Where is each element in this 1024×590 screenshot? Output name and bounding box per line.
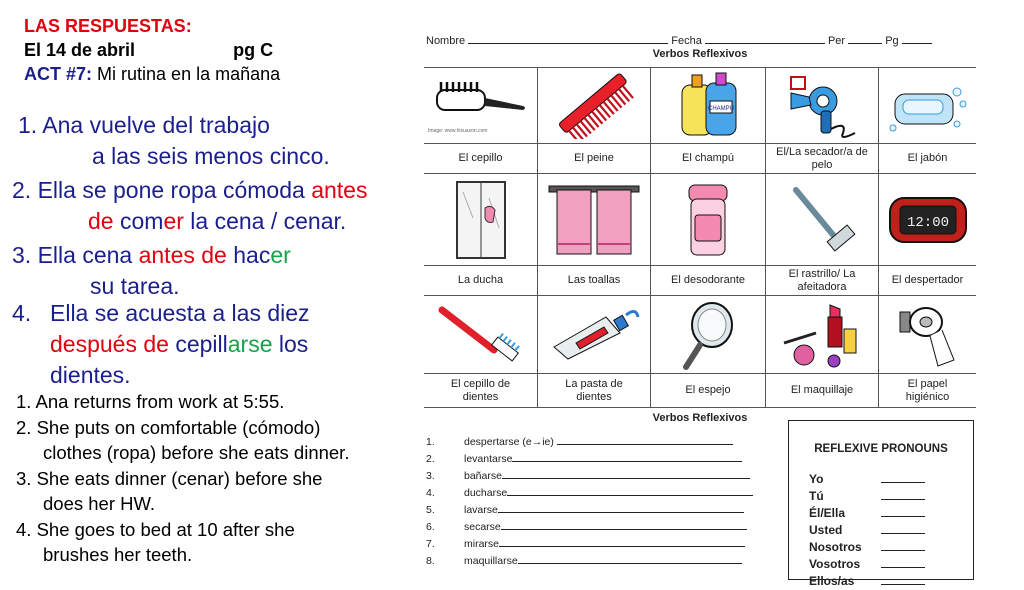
toothpaste-icon (546, 303, 642, 367)
caption-9: El rastrillo/ La afeitadora (788, 267, 856, 293)
verb-item (426, 434, 733, 448)
answer-2-line-1 (12, 175, 367, 206)
answer-2-text-a: 2. Ella se pone ropa cómoda (12, 177, 312, 203)
answer-4-los: los (272, 331, 309, 357)
razor-picture (766, 174, 878, 265)
verb-item (426, 468, 750, 482)
activity-label: ACT #7: (24, 64, 93, 84)
answer-2-line-2 (12, 206, 367, 237)
towels-picture (538, 174, 650, 265)
verbs-title: Verbos Reflexivos (652, 412, 748, 424)
hairdryer-icon (777, 71, 867, 141)
caption-2: El peine (574, 152, 614, 164)
worksheet (424, 0, 976, 588)
toothbrush-picture (424, 296, 537, 373)
caption-6: La ducha (457, 274, 504, 286)
english-2-line-1: 2. She puts on comfortable (cómodo) (16, 416, 321, 438)
verb-item (426, 519, 747, 533)
caption-3: El champú (682, 152, 734, 164)
pronoun-row (809, 471, 925, 488)
pronoun: Él/Ella (809, 506, 846, 520)
caption-1: El cepillo (458, 152, 503, 164)
answer-2-rest: la cena / cenar. (183, 208, 347, 234)
worksheet-name-line (426, 33, 932, 47)
answer-4-cepill: cepill (168, 331, 228, 357)
verb-item (426, 536, 745, 550)
caption-13: El espejo (685, 384, 731, 396)
activity-title: Mi rutina en la mañana (97, 64, 281, 84)
per-label: Per (827, 35, 846, 47)
shower-picture (424, 174, 537, 265)
answer-2-de: de (88, 208, 114, 234)
deodorant-icon (683, 181, 733, 259)
pronoun-row (809, 556, 925, 573)
answer-2-antes: antes (311, 177, 368, 203)
image-credit: Image: www.hisuaxon.com (428, 128, 488, 134)
answer-2-com: com (113, 208, 164, 234)
english-1: 1. Ana returns from work at 5:55. (16, 391, 285, 412)
verb-item (426, 485, 753, 499)
verb-number: 2. (426, 453, 435, 465)
makeup-picture (766, 296, 878, 373)
answer-1-line-1: 1. Ana vuelve del trabajo (18, 112, 270, 138)
answers-title: LAS RESPUESTAS: (24, 16, 192, 36)
answer-4-line-1 (12, 298, 310, 329)
header-block (24, 14, 280, 86)
makeup-icon (774, 299, 870, 371)
shampoo-picture (651, 68, 765, 143)
pronoun-row (809, 505, 925, 522)
caption-4: El/La secador/a de pelo (776, 145, 868, 171)
caption-15: El papel higiénico (905, 377, 950, 403)
verb-item (426, 502, 744, 516)
pronoun: Ellos/as (809, 574, 855, 588)
caption-10: El despertador (891, 274, 964, 286)
shampoo-icon (668, 71, 748, 141)
verb-text: levantarse (464, 453, 513, 465)
english-translations (16, 389, 349, 568)
answer-3-line-2: su tarea. (90, 273, 180, 299)
razor-icon (782, 180, 862, 260)
verb-number: 1. (426, 436, 435, 448)
caption-14: El maquillaje (790, 384, 854, 396)
english-3-line-1: 3. She eats dinner (cenar) before she (16, 467, 323, 489)
verb-text: mirarse (464, 538, 500, 550)
answer-4-line-3: dientes. (50, 362, 131, 388)
answer-3-antes-de: antes de (138, 242, 227, 268)
answer-4-number: 4. (12, 300, 32, 326)
answer-4-text: Ella se acuesta a las diez (50, 300, 310, 326)
towels-icon (545, 180, 643, 260)
verb-text: despertarse (e→ie) (464, 436, 554, 448)
pronoun: Usted (809, 523, 843, 537)
answer-3-text-a: 3. Ella cena (12, 242, 139, 268)
verb-text: lavarse (464, 504, 498, 516)
caption-11: El cepillo de dientes (450, 377, 511, 403)
verb-text: maquillarse (464, 555, 518, 567)
verb-text: secarse (464, 521, 501, 533)
answer-1 (18, 110, 330, 172)
comb-icon (549, 73, 639, 139)
english-2-line-2: clothes (ropa) before she eats dinner. (43, 442, 350, 463)
toothpaste-picture (538, 296, 650, 373)
caption-8: El desodorante (671, 274, 745, 286)
answer-1-line-2: a las seis menos cinco. (92, 143, 330, 169)
pronoun-row (809, 522, 925, 539)
page-ref: pg C (233, 40, 274, 60)
caption-5: El jabón (907, 152, 948, 164)
answer-2 (12, 175, 367, 237)
caption-12: La pasta de dientes (565, 377, 623, 403)
verb-number: 7. (426, 538, 435, 550)
pronoun-row (809, 539, 925, 556)
answer-3 (12, 240, 291, 302)
verb-item (426, 553, 742, 567)
english-4-line-1: 4. She goes to bed at 10 after she (16, 518, 295, 540)
pronoun: Yo (809, 472, 824, 486)
pronoun-row (809, 488, 925, 505)
deodorant-picture (651, 174, 765, 265)
date-text: El 14 de abril (24, 40, 136, 60)
hairdryer-picture (766, 68, 878, 143)
pronouns-title: REFLEXIVE PRONOUNS (814, 443, 948, 455)
answer-3-line-1 (12, 240, 291, 271)
answer-3-hac: hac (226, 242, 271, 268)
hairbrush-icon (431, 76, 531, 136)
verb-number: 4. (426, 487, 435, 499)
nombre-label: Nombre (426, 35, 466, 47)
pg-label: Pg (885, 35, 899, 47)
verb-number: 8. (426, 555, 435, 567)
verb-number: 3. (426, 470, 435, 482)
verb-text: ducharse (464, 487, 508, 499)
shower-icon (451, 178, 511, 262)
pronoun: Vosotros (809, 557, 861, 571)
answer-4-despues-de: después de (50, 331, 169, 357)
clock-time: 12:00 (906, 214, 949, 231)
activity-line (24, 62, 280, 86)
soap-icon (885, 76, 971, 136)
verb-number: 6. (426, 521, 435, 533)
answer-2-er: er (163, 208, 184, 234)
answer-3-er: er (270, 242, 291, 268)
english-4-line-2: brushes her teeth. (43, 544, 193, 565)
pronoun: Tú (809, 489, 824, 503)
fecha-label: Fecha (671, 35, 702, 47)
alarm-clock-icon (886, 190, 970, 250)
pronouns-list (809, 471, 925, 590)
answer-4-line-2 (12, 329, 310, 360)
pronoun: Nosotros (809, 540, 862, 554)
worksheet-title: Verbos Reflexivos (652, 48, 748, 60)
soap-picture (879, 68, 976, 143)
mirror-icon (678, 299, 738, 371)
pronouns-box (788, 420, 974, 588)
answer-4-arse: arse (227, 331, 273, 357)
toothbrush-icon (436, 300, 526, 370)
caption-7: Las toallas (567, 274, 621, 286)
english-3-line-2: does her HW. (43, 493, 156, 514)
verb-item (426, 451, 742, 465)
shampoo-label: CHAMPU (707, 105, 735, 112)
toilet-paper-icon (892, 300, 964, 370)
comb-picture (538, 68, 650, 143)
grid-line (424, 407, 976, 408)
answer-4 (12, 298, 310, 391)
toilet-paper-picture (879, 296, 976, 373)
verb-number: 5. (426, 504, 435, 516)
verb-text: bañarse (464, 470, 502, 482)
alarm-clock-picture (879, 174, 976, 265)
date-line (24, 38, 280, 62)
mirror-picture (651, 296, 765, 373)
